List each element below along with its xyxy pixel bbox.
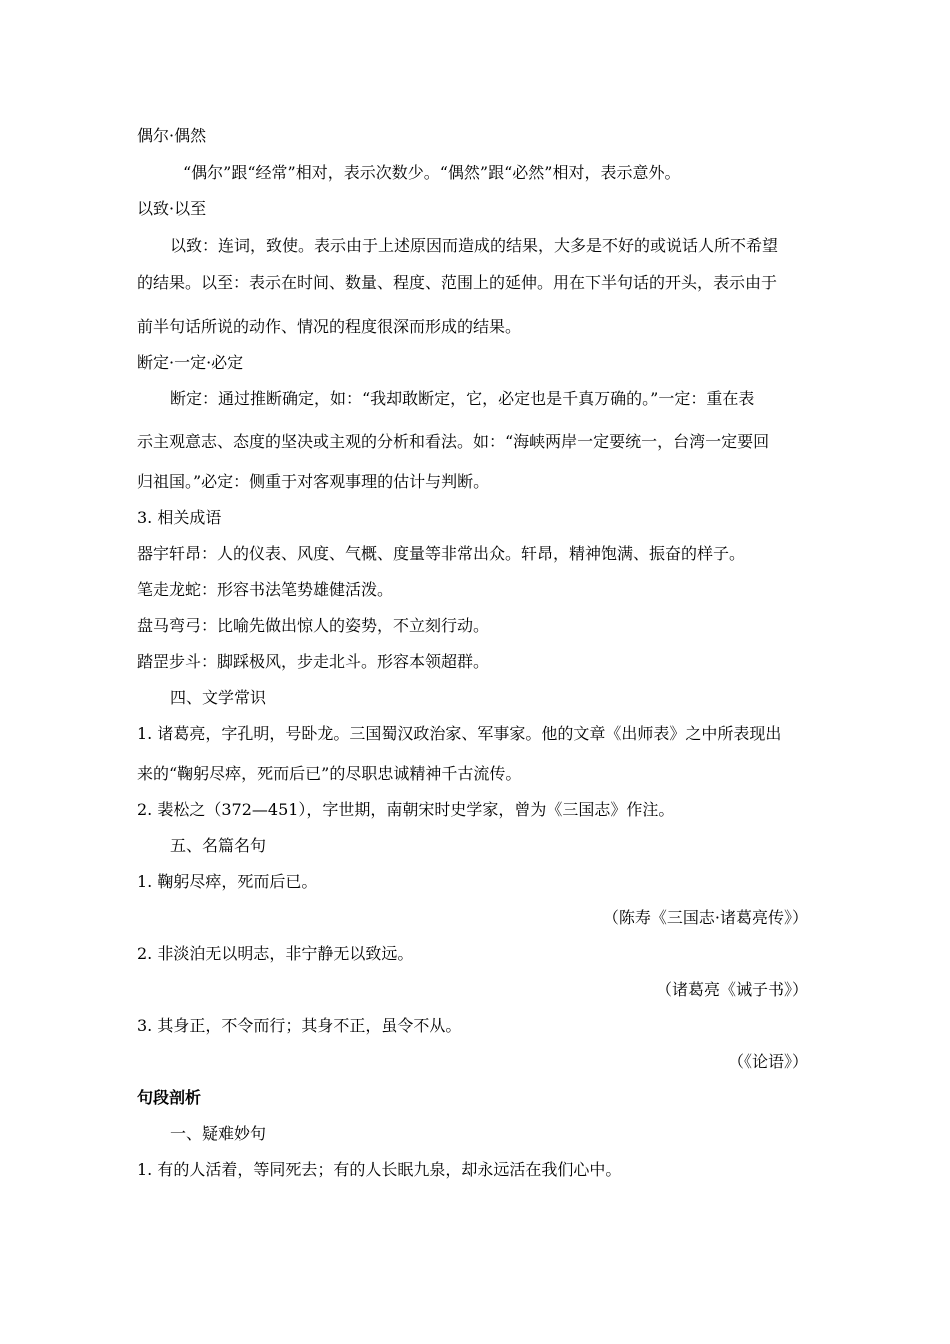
paragraph-ouer-ouran: “偶尔”跟“经常”相对，表示次数少。“偶然”跟“必然”相对，表示意外。 <box>183 163 681 182</box>
quote-3: 3. 其身正，不令而行；其身不正，虽令不从。 <box>137 1016 462 1035</box>
section-sentence-analysis-heading: 句段剖析 <box>137 1088 202 1107</box>
literature-item-1-line-1: 1. 诸葛亮，字孔明，号卧龙。三国蜀汉政治家、军事家。他的文章《出师表》之中所表现出 <box>137 724 782 743</box>
paragraph-duanding-line-1: 断定：通过推断确定，如：“我却敢断定，它，必定也是千真万确的。”一定：重在表 <box>170 389 755 408</box>
quote-3-source: （《论语》） <box>727 1052 808 1071</box>
difficult-sentence-1: 1. 有的人活着，等同死去；有的人长眠九泉，却永远活在我们心中。 <box>137 1160 622 1179</box>
heading-yizhi-yizhi: 以致·以至 <box>137 199 207 218</box>
quote-2: 2. 非淡泊无以明志，非宁静无以致远。 <box>137 944 414 963</box>
heading-ouer-ouran: 偶尔·偶然 <box>137 126 207 145</box>
paragraph-yizhi-line-1: 以致：连词，致使。表示由于上述原因而造成的结果，大多是不好的或说话人所不希望 <box>170 236 779 255</box>
idiom-qiyu-xuanang: 器宇轩昂：人的仪表、风度、气概、度量等非常出众。轩昂，精神饱满、振奋的样子。 <box>137 544 746 563</box>
paragraph-yizhi-line-3: 前半句话所说的动作、情况的程度很深而形成的结果。 <box>137 317 522 336</box>
idiom-panma-wangong: 盘马弯弓：比喻先做出惊人的姿势，不立刻行动。 <box>137 616 490 635</box>
literature-item-1-line-2: 来的“鞠躬尽瘁，死而后已”的尽职忠诚精神千古流传。 <box>137 764 522 783</box>
quote-2-source: （诸葛亮《诫子书》） <box>655 980 808 999</box>
idiom-tagang-budou: 踏罡步斗：脚踩极风，步走北斗。形容本领超群。 <box>137 652 490 671</box>
heading-duanding: 断定·一定·必定 <box>137 353 244 372</box>
section-idioms-heading: 3. 相关成语 <box>137 508 222 527</box>
section-literature-heading: 四、文学常识 <box>170 688 267 707</box>
section-famous-quotes-heading: 五、名篇名句 <box>170 836 267 855</box>
paragraph-duanding-line-3: 归祖国。”必定：侧重于对客观事理的估计与判断。 <box>137 472 490 491</box>
quote-1: 1. 鞠躬尽瘁，死而后已。 <box>137 872 318 891</box>
paragraph-yizhi-line-2: 的结果。以至：表示在时间、数量、程度、范围上的延伸。用在下半句话的开头，表示由于 <box>137 273 778 292</box>
paragraph-duanding-line-2: 示主观意志、态度的坚决或主观的分析和看法。如：“海峡两岸一定要统一，台湾一定要回 <box>137 432 770 451</box>
quote-1-source: （陈寿《三国志·诸葛亮传》） <box>602 908 808 927</box>
literature-item-2: 2. 裴松之（372—451），字世期，南朝宋时史学家，曾为《三国志》作注。 <box>137 800 675 819</box>
idiom-bizou-longshe: 笔走龙蛇：形容书法笔势雄健活泼。 <box>137 580 394 599</box>
subsection-difficult-sentences: 一、疑难妙句 <box>170 1124 267 1143</box>
